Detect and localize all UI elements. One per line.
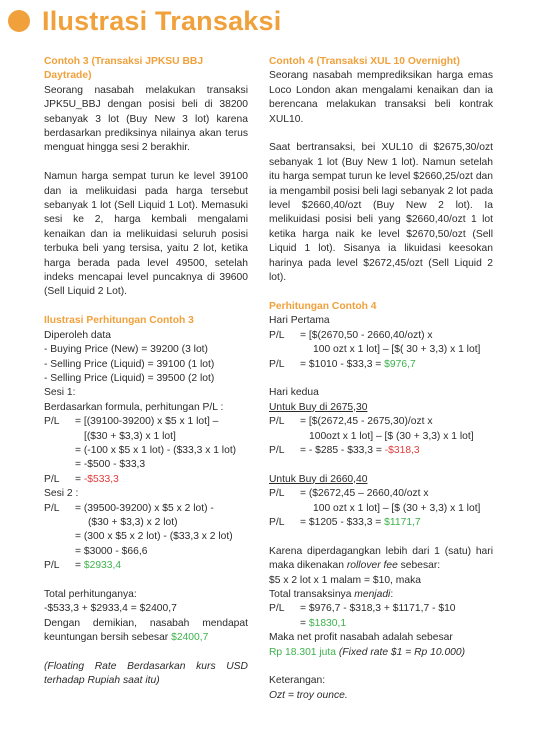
- day1-result-calc: = $1010 - $33,3 =: [300, 358, 385, 370]
- example4-calc-heading: Perhitungan Contoh 4: [269, 300, 377, 312]
- buy1-calc-row: [269, 415, 493, 429]
- day1-calc-line-2: 100 ozt x 1 lot] – [$( 30 + 3,3) x 1 lot]: [313, 344, 481, 356]
- session1-result: -$533,3: [83, 473, 119, 485]
- session-2-label: Sesi 2 :: [44, 488, 79, 500]
- session2-calc-line-2: ($30 + $3,3) x 2 lot): [88, 516, 178, 528]
- total-result-row: [269, 617, 493, 631]
- data-intro: Diperoleh data: [44, 329, 111, 341]
- conclusion-value: $2400,7: [171, 632, 209, 644]
- page-title: Ilustrasi Transaksi: [42, 5, 282, 36]
- page-header: [8, 4, 281, 38]
- day1-calc-row: [269, 329, 493, 343]
- conclusion-text: Dengan demikian, nasabah mendapat keuntungan bersih sebesar: [44, 617, 248, 644]
- session2-calc-row: [44, 502, 248, 516]
- total-calculation: -$533,3 + $2933,4 = $2400,7: [44, 603, 177, 615]
- session2-calc-line-4: = $3000 - $66,6: [75, 545, 148, 557]
- equals-sign: =: [75, 560, 84, 572]
- session1-calc-line-4: = -$500 - $33,3: [75, 459, 146, 471]
- pl-label: P/L: [269, 416, 285, 428]
- bullet-dot-icon: [8, 10, 30, 32]
- fixed-rate-note: (Fixed rate $1 = Rp 10.000): [335, 646, 466, 658]
- rollover-text-pre: Karena diperdagangkan lebih dari 1 (satu) hari maka dikenakan: [269, 545, 493, 572]
- formula-intro: Berdasarkan formula, perhitungan P/L :: [44, 401, 224, 413]
- total-transaction-label: [269, 588, 493, 602]
- session1-calc-line-3: = (-100 x $5 x 1 lot) - ($33,3 x 1 lot): [75, 444, 237, 456]
- example3-paragraph-2: Namun harga sempat turun ke level 39100 dan ia melikuidasi pada harga tersebut sebanyak 1 lot (Sell Liquid 1 Lot). Memasuki sesi ke 2, harga kembali mengalami kenaikan dan ia melikuidasi seluruh posisi terbuka beli yang tersisa, yaitu 2 lot, ketika harga berada pada level 49500, setelah indeks mencapai level puncaknya di 39600 (Sell Liquid 2 Lot).: [44, 171, 248, 298]
- buy2-result-calc: = $1205 - $33,3 =: [300, 516, 385, 528]
- buy2-result: $1171,7: [384, 516, 421, 528]
- buy2-calc-line-1: = ($2672,45 – 2660,40/ozt x: [300, 488, 429, 500]
- day1-calc-line-1: = [$(2670,50 - 2660,40/ozt) x: [300, 329, 433, 341]
- buy1-calc-line-2: 100ozt x 1 lot] – [$ (30 + 3,3) x 1 lot]: [309, 430, 474, 442]
- session2-result: $2933,4: [83, 560, 122, 572]
- pl-label: P/L: [269, 488, 285, 500]
- example3-paragraph-1: Seorang nasabah melakukan transaksi JPK5U_BBJ dengan posisi beli di 38200 sebanyak 3 lot (Buy New 3 lot) karena berdasarkan prediksinya nilainya akan terus menguat hingga sesi 2 berakhir.: [44, 84, 248, 154]
- total-label: Total perhitunganya:: [44, 588, 137, 600]
- session1-result-row: [44, 473, 248, 487]
- buy1-result-calc: = - $285 - $33,3 =: [300, 444, 385, 456]
- day1-result-row: [269, 358, 493, 372]
- pl-label: P/L: [44, 560, 60, 572]
- session2-calc-line-3: = (300 x $5 x 2 lot) - ($33,3 x 2 lot): [75, 531, 233, 543]
- buy2-calc-line-2: 100 ozt x 1 lot] – [$ (30 + 3,3) x 1 lot]: [313, 502, 481, 514]
- total-result: $1830,1: [308, 617, 347, 629]
- total-calc-row: [269, 602, 493, 616]
- buying-price-line: - Buying Price (New) = 39200 (3 lot): [44, 344, 208, 356]
- pl-label: P/L: [269, 444, 285, 456]
- session2-calc-line-1: = (39500-39200) x $5 x 2 lot) -: [75, 502, 214, 514]
- rollover-calculation: $5 x 2 lot x 1 malam = $10, maka: [269, 574, 421, 586]
- left-column: [44, 55, 248, 689]
- example3-calc-heading: Ilustrasi Perhitungan Contoh 3: [44, 315, 194, 327]
- net-profit-row: [269, 646, 493, 660]
- net-profit-value: Rp 18.301 juta: [269, 646, 336, 658]
- rollover-fee-text: [269, 545, 493, 574]
- session-1-label: Sesi 1:: [44, 387, 76, 399]
- note-label: Keterangan:: [269, 675, 326, 687]
- buy1-result: -$318,3: [384, 444, 420, 456]
- example3-heading: Contoh 3 (Transaksi JPKSU BBJ Daytrade): [44, 56, 204, 82]
- net-profit-label: Maka net profit nasabah adalah sebesar: [269, 632, 453, 644]
- floating-rate-note: (Floating Rate Berdasarkan kurs USD terhadap Rupiah saat itu): [44, 661, 248, 687]
- session1-calc-line-1: = [(39100-39200) x $5 x 1 lot] –: [75, 416, 219, 428]
- pl-label: P/L: [269, 358, 285, 370]
- equals-sign: =: [75, 473, 84, 485]
- note-value: Ozt = troy ounce.: [269, 689, 348, 701]
- buy1-result-row: [269, 444, 493, 458]
- buy1-calc-line-1: = [$(2672,45 - 2675,30)/ozt x: [300, 416, 433, 428]
- pl-label: P/L: [269, 516, 285, 528]
- session1-calc-line-2: [($30 + $3,3) x 1 lot]: [84, 430, 176, 442]
- rollover-text-post: sebesar:: [397, 560, 441, 572]
- equals-sign: =: [300, 617, 309, 629]
- buy2-title: Untuk Buy di 2660,40: [269, 473, 368, 485]
- selling-price-1-line: - Selling Price (Liquid) = 39100 (1 lot): [44, 358, 215, 370]
- total-label-pre: Total transaksinya: [269, 588, 355, 600]
- pl-label: P/L: [44, 416, 60, 428]
- buy2-result-row: [269, 516, 493, 530]
- total-label-italic: menjadi: [354, 588, 391, 600]
- example4-paragraph-2: Saat bertransaksi, bei XUL10 di $2675,30/ozt sebanyak 1 lot (Buy New 1 lot). Namun setelah itu harga sempat turun ke level $2660,25/ozt dan ia mengambil posisi beli lagi sebanyak 2 lot pada level $2660,40/ozt (Buy New 2 lot). Ia melikuidasi posisi beli yang $2660,40/ozt 1 lot ketika harga naik ke level $2670,50/ozt (Sell Liquid 1 lot). Sisanya ia likuidasi keesokan harinya pada level $2672,45/ozt (Sell Liquid 2 lot).: [269, 142, 493, 284]
- example4-paragraph-1: Seorang nasabah memprediksikan harga emas Loco London akan mengalami kenaikan dan ia berencana melakukan transaksi beli kontrak XUL10.: [269, 70, 493, 125]
- session1-calc-row: [44, 415, 248, 429]
- right-column: [269, 55, 493, 703]
- day1-result: $976,7: [384, 358, 416, 370]
- total-label-post: :: [390, 588, 394, 600]
- pl-label: P/L: [269, 603, 285, 615]
- rollover-term: rollover fee: [346, 560, 398, 572]
- session2-result-row: [44, 559, 248, 573]
- day-1-label: Hari Pertama: [269, 315, 330, 327]
- day-2-label: Hari kedua: [269, 387, 319, 399]
- pl-label: P/L: [269, 329, 285, 341]
- buy1-title: Untuk Buy di 2675,30: [269, 401, 368, 413]
- pl-label: P/L: [44, 473, 60, 485]
- pl-label: P/L: [44, 502, 60, 514]
- selling-price-2-line: - Selling Price (Liquid) = 39500 (2 lot): [44, 372, 215, 384]
- buy2-calc-row: [269, 487, 493, 501]
- example4-heading: Contoh 4 (Transaksi XUL 10 Overnight): [269, 56, 460, 67]
- total-calc-line: = $976,7 - $318,3 + $1171,7 - $10: [300, 603, 456, 615]
- conclusion: [44, 617, 248, 646]
